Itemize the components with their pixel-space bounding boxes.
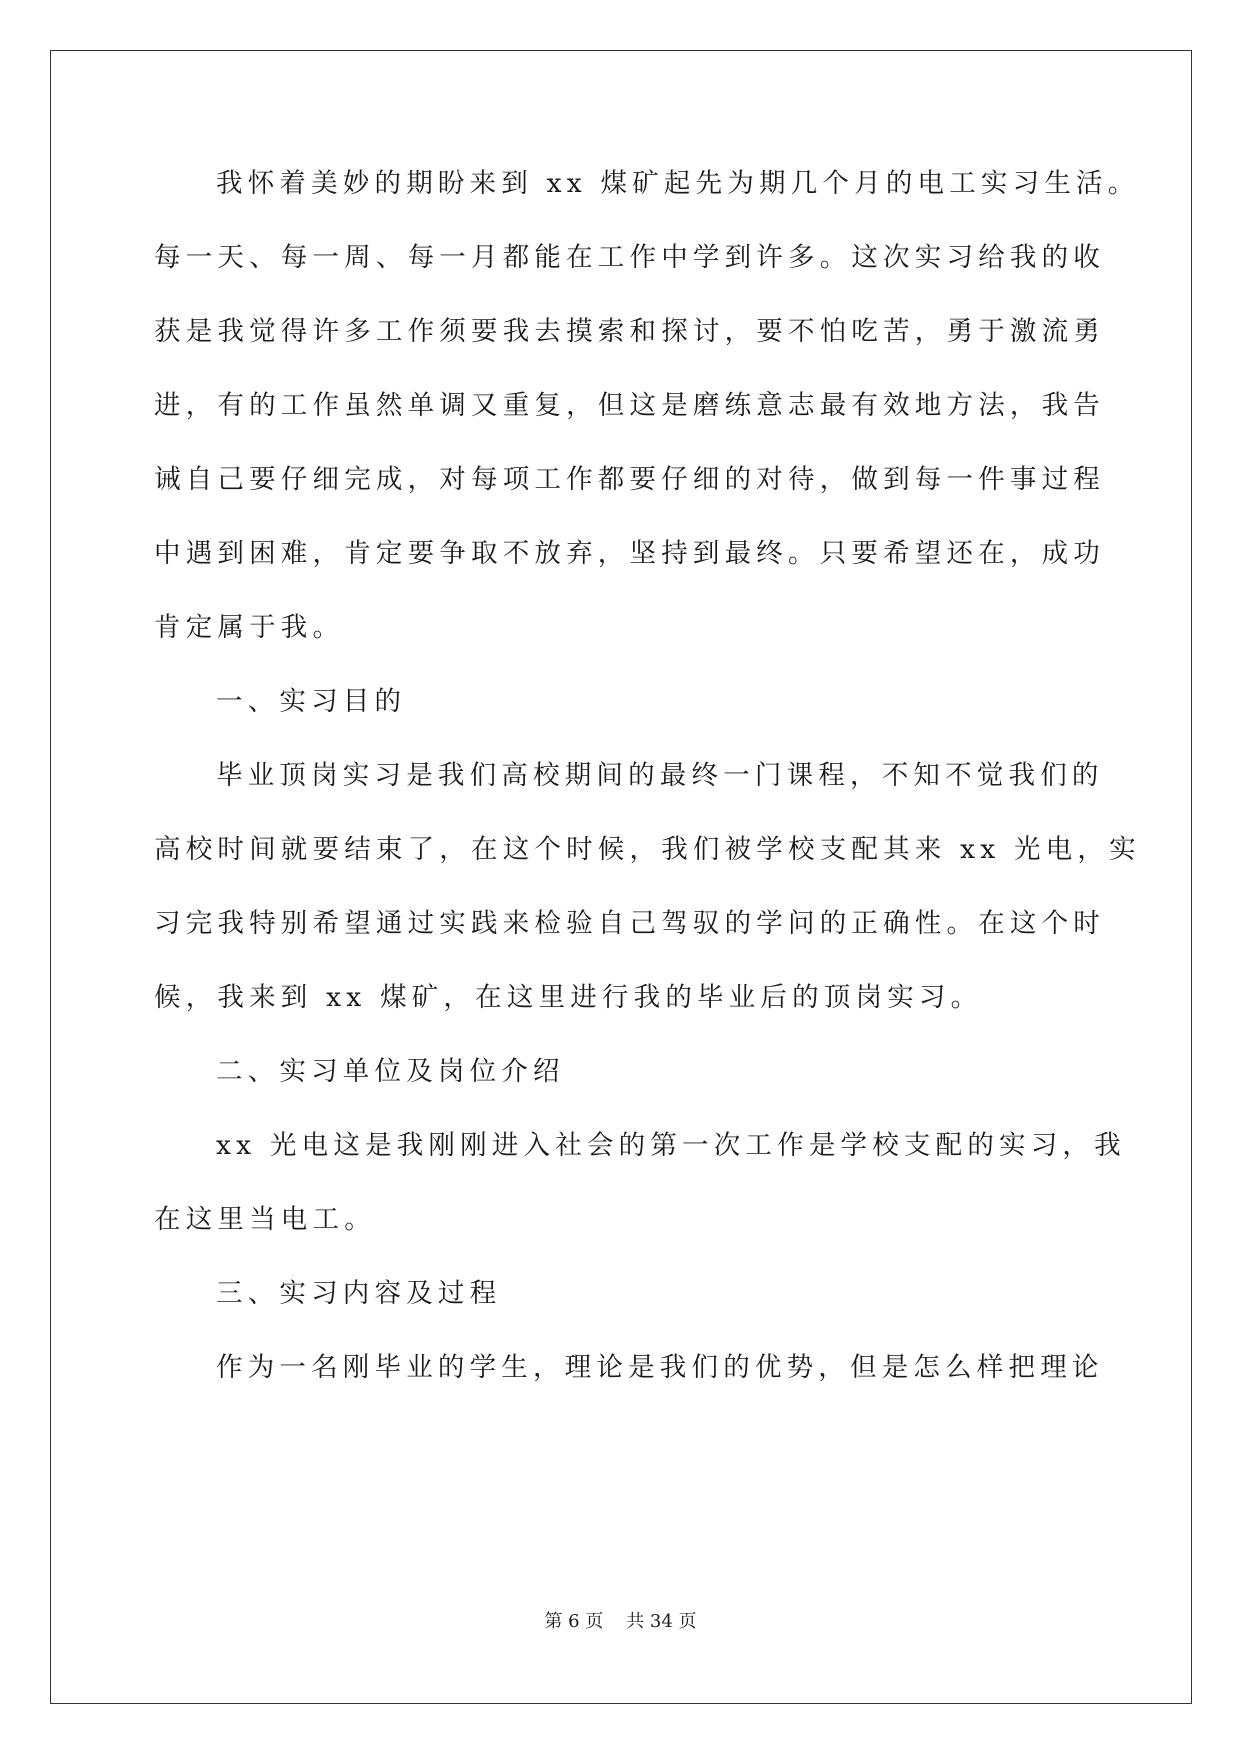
- page-border: [50, 50, 1192, 1704]
- section-heading: 二、实习单位及岗位介绍: [216, 1056, 565, 1087]
- paragraph-line: 毕业顶岗实习是我们高校期间的最终一门课程，不知不觉我们的: [216, 760, 1104, 791]
- paragraph-line: 诫自己要仔细完成，对每项工作都要仔细的对待，做到每一件事过程: [154, 464, 1105, 495]
- paragraph-line: 每一天、每一周、每一月都能在工作中学到许多。这次实习给我的收: [154, 242, 1105, 273]
- paragraph-line: 中遇到困难，肯定要争取不放弃，坚持到最终。只要希望还在，成功: [154, 538, 1105, 569]
- paragraph-line: 在这里当电工。: [154, 1204, 376, 1235]
- section-heading: 三、实习内容及过程: [216, 1278, 502, 1309]
- paragraph-line: 习完我特别希望通过实践来检验自己驾驭的学问的正确性。在这个时: [154, 908, 1105, 939]
- paragraph-line: 候，我来到 xx 煤矿，在这里进行我的毕业后的顶岗实习。: [154, 982, 983, 1013]
- paragraph-line: xx 光电这是我刚刚进入社会的第一次工作是学校支配的实习，我: [216, 1130, 1126, 1161]
- paragraph-line: 我怀着美妙的期盼来到 xx 煤矿起先为期几个月的电工实习生活。: [216, 168, 1140, 199]
- paragraph-line: 获是我觉得许多工作须要我去摸索和探讨，要不怕吃苦，勇于激流勇: [154, 316, 1105, 347]
- paragraph-line: 高校时间就要结束了，在这个时候，我们被学校支配其来 xx 光电，实: [154, 834, 1141, 865]
- paragraph-line: 作为一名刚毕业的学生，理论是我们的优势，但是怎么样把理论: [216, 1352, 1104, 1383]
- paragraph-line: 进，有的工作虽然单调又重复，但这是磨练意志最有效地方法，我告: [154, 390, 1105, 421]
- page-number: 第 6 页 共 34 页: [544, 1611, 697, 1632]
- paragraph-line: 肯定属于我。: [154, 612, 345, 643]
- section-heading: 一、实习目的: [216, 686, 407, 717]
